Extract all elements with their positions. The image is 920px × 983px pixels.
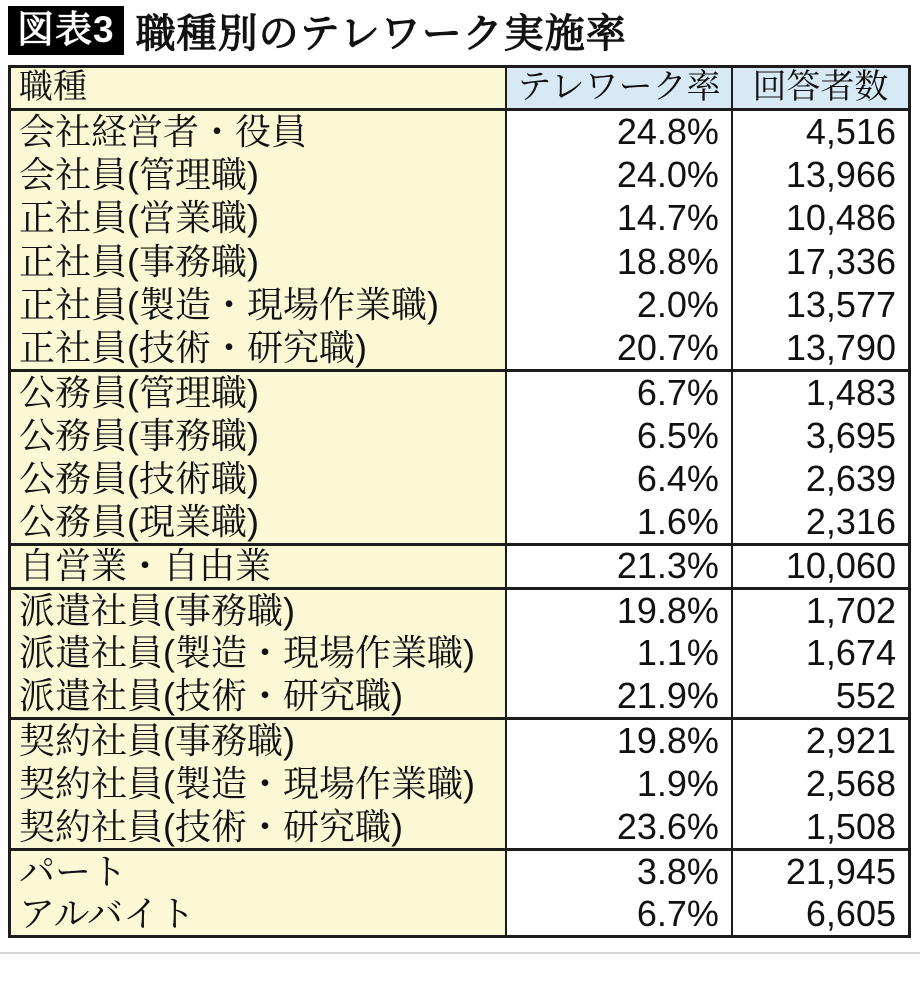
occupation-cell: アルバイト xyxy=(10,893,507,937)
occupation-cell: 公務員(管理職) xyxy=(10,371,507,415)
rate-cell: 19.8% xyxy=(506,719,732,763)
respondents-cell: 1,674 xyxy=(732,632,910,676)
rate-cell: 18.8% xyxy=(506,240,732,284)
occupation-cell: 正社員(製造・現場作業職) xyxy=(10,284,507,328)
table-row xyxy=(10,110,910,154)
rate-cell: 23.6% xyxy=(506,806,732,850)
respondents-cell: 2,316 xyxy=(732,501,910,545)
header-row xyxy=(10,67,910,110)
table-row xyxy=(10,588,910,632)
respondents-cell: 1,508 xyxy=(732,806,910,850)
occupation-cell: 会社員(管理職) xyxy=(10,153,507,197)
occupation-cell: 公務員(現業職) xyxy=(10,501,507,545)
occupation-cell: 派遣社員(技術・研究職) xyxy=(10,675,507,719)
figure-number-badge: 図表3 xyxy=(8,6,124,55)
table-row xyxy=(10,153,910,197)
table-row xyxy=(10,371,910,415)
rate-cell: 6.5% xyxy=(506,414,732,458)
table-row xyxy=(10,458,910,502)
rate-cell: 6.7% xyxy=(506,893,732,937)
header-occupation: 職種 xyxy=(10,67,507,110)
respondents-cell: 6,605 xyxy=(732,893,910,937)
occupation-cell: 公務員(技術職) xyxy=(10,458,507,502)
footer-divider xyxy=(0,952,920,954)
occupation-cell: 派遣社員(事務職) xyxy=(10,588,507,632)
rate-cell: 3.8% xyxy=(506,849,732,893)
rate-cell: 1.6% xyxy=(506,501,732,545)
rate-cell: 24.0% xyxy=(506,153,732,197)
occupation-cell: 契約社員(事務職) xyxy=(10,719,507,763)
rate-cell: 20.7% xyxy=(506,327,732,371)
respondents-cell: 1,483 xyxy=(732,371,910,415)
occupation-cell: 正社員(技術・研究職) xyxy=(10,327,507,371)
rate-cell: 2.0% xyxy=(506,284,732,328)
respondents-cell: 10,486 xyxy=(732,197,910,241)
rate-cell: 24.8% xyxy=(506,110,732,154)
table-group xyxy=(10,719,910,850)
table-header xyxy=(10,67,910,110)
occupation-cell: 契約社員(技術・研究職) xyxy=(10,806,507,850)
table-row xyxy=(10,327,910,371)
occupation-cell: 契約社員(製造・現場作業職) xyxy=(10,762,507,806)
occupation-cell: 自営業・自由業 xyxy=(10,545,507,589)
table-row xyxy=(10,240,910,284)
rate-cell: 6.7% xyxy=(506,371,732,415)
table-row xyxy=(10,893,910,937)
table-row xyxy=(10,197,910,241)
rate-cell: 21.9% xyxy=(506,675,732,719)
table-row xyxy=(10,719,910,763)
respondents-cell: 13,790 xyxy=(732,327,910,371)
table-row xyxy=(10,762,910,806)
table-group xyxy=(10,371,910,545)
occupation-cell: 派遣社員(製造・現場作業職) xyxy=(10,632,507,676)
respondents-cell: 2,639 xyxy=(732,458,910,502)
table-group xyxy=(10,545,910,589)
respondents-cell: 13,577 xyxy=(732,284,910,328)
table-row xyxy=(10,849,910,893)
table-row xyxy=(10,545,910,589)
respondents-cell: 17,336 xyxy=(732,240,910,284)
rate-cell: 21.3% xyxy=(506,545,732,589)
respondents-cell: 1,702 xyxy=(732,588,910,632)
table-group xyxy=(10,110,910,371)
table-row xyxy=(10,632,910,676)
rate-cell: 1.1% xyxy=(506,632,732,676)
respondents-cell: 2,568 xyxy=(732,762,910,806)
rate-cell: 14.7% xyxy=(506,197,732,241)
respondents-cell: 3,695 xyxy=(732,414,910,458)
table-group xyxy=(10,849,910,936)
figure-title xyxy=(0,0,920,56)
table-row xyxy=(10,414,910,458)
occupation-cell: 正社員(事務職) xyxy=(10,240,507,284)
header-respondents: 回答者数 xyxy=(732,67,910,110)
rate-cell: 19.8% xyxy=(506,588,732,632)
header-rate: テレワーク率 xyxy=(506,67,732,110)
occupation-cell: 会社経営者・役員 xyxy=(10,110,507,154)
respondents-cell: 13,966 xyxy=(732,153,910,197)
telework-rate-table xyxy=(8,65,911,938)
respondents-cell: 21,945 xyxy=(732,849,910,893)
table-group xyxy=(10,588,910,719)
table-row xyxy=(10,675,910,719)
respondents-cell: 2,921 xyxy=(732,719,910,763)
table-row xyxy=(10,806,910,850)
respondents-cell: 10,060 xyxy=(732,545,910,589)
table-row xyxy=(10,284,910,328)
occupation-cell: 正社員(営業職) xyxy=(10,197,507,241)
respondents-cell: 552 xyxy=(732,675,910,719)
occupation-cell: 公務員(事務職) xyxy=(10,414,507,458)
figure-title-text: 職種別のテレワーク実施率 xyxy=(135,12,627,56)
rate-cell: 1.9% xyxy=(506,762,732,806)
respondents-cell: 4,516 xyxy=(732,110,910,154)
table-row xyxy=(10,501,910,545)
occupation-cell: パート xyxy=(10,849,507,893)
rate-cell: 6.4% xyxy=(506,458,732,502)
